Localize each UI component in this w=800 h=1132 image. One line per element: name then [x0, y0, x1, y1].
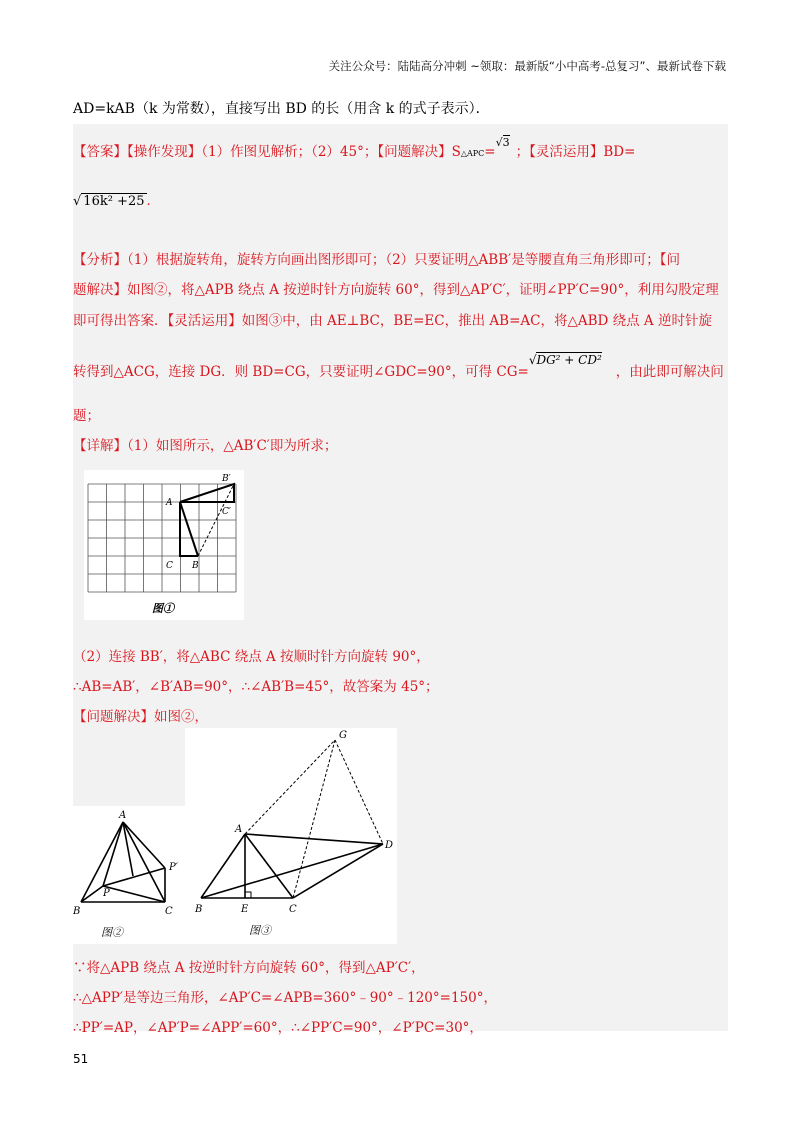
fig3-dashed-gd: [335, 740, 383, 844]
label-c-prime: C′: [222, 507, 231, 517]
label-b-prime: B′: [222, 474, 231, 484]
analysis-line-5: 题；: [73, 408, 100, 424]
detail-line-3: ∴AB=AB′，∠B′AB=90°，∴∠AB′B=45°，故答案为 45°；: [73, 679, 439, 695]
detail-line-5: ∵将△APB 绕点 A 按逆时针方向旋转 60°，得到△AP′C′，: [73, 960, 425, 976]
fig2-label-c: C: [165, 906, 173, 917]
fig3-dashed-gc: [293, 740, 335, 898]
analysis-line-3: 即可得出答案．【灵活运用】如图③中，由 AE⊥BC，BE=EC，推出 AB=AC，将△ABD 绕点 A 逆时针旋: [73, 313, 712, 329]
figure-3-svg: [185, 728, 397, 944]
figure-2-svg: [73, 806, 185, 944]
fig3-label-c: C: [289, 904, 297, 915]
figure-2-caption: 图②: [101, 926, 123, 939]
fig2-label-p-prime: P′: [169, 862, 178, 873]
fig3-label-a: A: [235, 824, 243, 835]
fig2-label-p: P: [103, 888, 110, 899]
figure-1-caption: 图①: [152, 602, 174, 615]
fig3-edge-ab: [201, 834, 245, 898]
figure-3: [185, 728, 397, 944]
figure-1: [84, 470, 244, 620]
fig2-label-b: B: [73, 906, 81, 917]
fig3-edge-cd: [293, 844, 383, 898]
figure-2: [73, 806, 185, 944]
label-a: A: [166, 498, 173, 508]
fig3-dashed-ag: [245, 740, 335, 834]
detail-line-4: 【问题解决】如图②，: [73, 709, 208, 725]
intro-line: AD=kAB（k 为常数），直接写出 BD 的长（用含 k 的式子表示）．: [73, 101, 490, 117]
answer-sqrt-expression: √ 16k² +25 .: [73, 194, 151, 209]
detail-line-1: 【详解】（1）如图所示，△AB′C′即为所求；: [73, 438, 338, 454]
analysis-line-2: 题解决】如图②，将△APB 绕点 A 按逆时针方向旋转 60°，得到△AP′C′，证明∠PP′C=90°，利用勾股定理: [73, 282, 719, 298]
edge-pc: [103, 886, 165, 902]
analysis-line-4: 转得到△ACG，连接 DG．则 BD=CG，只要证明∠GDC=90°，可得 CG=√DG² + CD²，由此即可解决问: [73, 353, 724, 380]
analysis-line-1: 【分析】（1）根据旋转角，旋转方向画出图形即可；（2）只要证明△ABB′是等腰直角三角形即可；【问: [73, 252, 680, 268]
figure-3-caption: 图③: [249, 924, 271, 937]
detail-line-2: （2）连接 BB′，将△ABC 绕点 A 按顺时针方向旋转 90°，: [73, 649, 430, 665]
fig3-right-angle: [245, 892, 251, 898]
detail-line-6: ∴△APP′是等边三角形，∠AP′C=∠APB=360°﹣90°﹣120°=150°，: [73, 990, 497, 1006]
page-header: 关注公众号：陆陆高分冲刺 ~领取：最新版“小中高考-总复习”、最新试卷下载: [328, 59, 726, 73]
fig3-label-g: G: [339, 730, 347, 741]
label-b: B: [192, 561, 199, 571]
detail-line-7: ∴PP′=AP，∠AP′P=∠APP′=60°，∴∠PP′C=90°，∠P′PC=30°，: [73, 1020, 483, 1036]
fig3-edge-bd: [201, 844, 383, 898]
page-number: 51: [73, 1052, 89, 1066]
answer-line: 【答案】【操作发现】（1）作图见解析；（2）45°；【问题解决】S△APC=$^{√3}$；【灵活运用】BD=: [73, 136, 636, 160]
grid-lines: [88, 484, 236, 592]
fig2-label-a: A: [119, 810, 127, 821]
figure-1-svg: [84, 470, 244, 620]
fig3-label-d: D: [385, 840, 394, 851]
fig3-label-b: B: [195, 904, 203, 915]
fig3-label-e: E: [241, 904, 249, 915]
fig3-edge-ad: [245, 834, 383, 844]
label-c: C: [166, 561, 173, 571]
